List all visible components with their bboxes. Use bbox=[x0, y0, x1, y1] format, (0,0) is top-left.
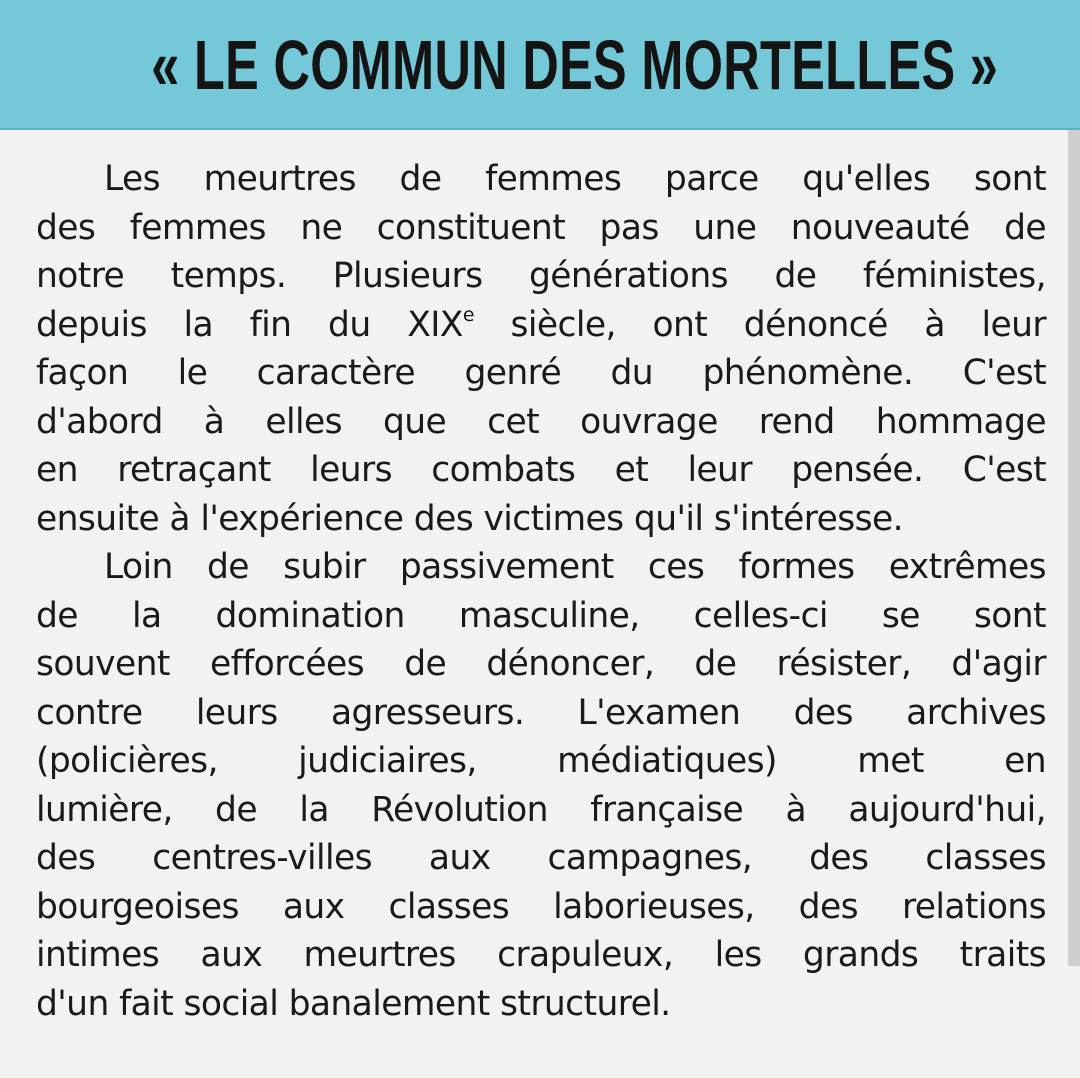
paragraph-1-line-3: notre temps. Plusieurs générations de féministes, bbox=[36, 256, 1046, 296]
article-body bbox=[36, 155, 1046, 1028]
paragraph-1-line-4 bbox=[36, 301, 1046, 350]
paragraph-2-line-1: Loin de subir passivement ces formes extrêmes bbox=[104, 547, 1046, 587]
paragraph-1-line-8: ensuite à l'expérience des victimes qu'il s'intéresse. bbox=[36, 498, 903, 539]
paragraph-2-line-9: intimes aux meurtres crapuleux, les grands traits bbox=[36, 935, 1046, 975]
paragraph-2-line-5: (policières, judiciaires, médiatiques) met en bbox=[36, 741, 1046, 781]
right-edge-strip bbox=[1068, 130, 1080, 966]
paragraph-1-line-2: des femmes ne constituent pas une nouveauté de bbox=[36, 207, 1046, 248]
century-superscript: e bbox=[462, 303, 474, 326]
paragraph-1-line-6: d'abord à elles que cet ouvrage rend hommage bbox=[36, 401, 1046, 442]
paragraph-2-line-3: souvent efforcées de dénoncer, de résister, d'agir bbox=[36, 644, 1046, 684]
paragraph-1-line-5: façon le caractère genré du phénomène. C'est bbox=[36, 353, 1046, 393]
line-4-end: siècle, ont dénoncé à leur bbox=[473, 304, 1046, 345]
paragraph-2-line-2: de la domination masculine, celles-ci se sont bbox=[36, 595, 1046, 636]
paragraph-2-line-7: des centres-villes aux campagnes, des classes bbox=[36, 838, 1046, 878]
paragraph-1-line-1: Les meurtres de femmes parce qu'elles sont bbox=[104, 159, 1046, 199]
header-banner bbox=[0, 0, 1080, 130]
paragraph-2-line-6: lumière, de la Révolution française à aujourd'hui, bbox=[36, 789, 1046, 830]
page-title: « LE COMMUN DES MORTELLES » bbox=[151, 26, 999, 104]
paragraph-2-line-8: bourgeoises aux classes laborieuses, des relations bbox=[36, 886, 1046, 927]
paragraph-2-line-10: d'un fait social banalement structurel. bbox=[36, 983, 671, 1024]
paragraph-2-line-4: contre leurs agresseurs. L'examen des archives bbox=[36, 692, 1046, 733]
paragraph-1-line-7: en retraçant leurs combats et leur pensée. C'est bbox=[36, 450, 1046, 490]
line-4-start: depuis la fin du XIX bbox=[36, 304, 463, 345]
